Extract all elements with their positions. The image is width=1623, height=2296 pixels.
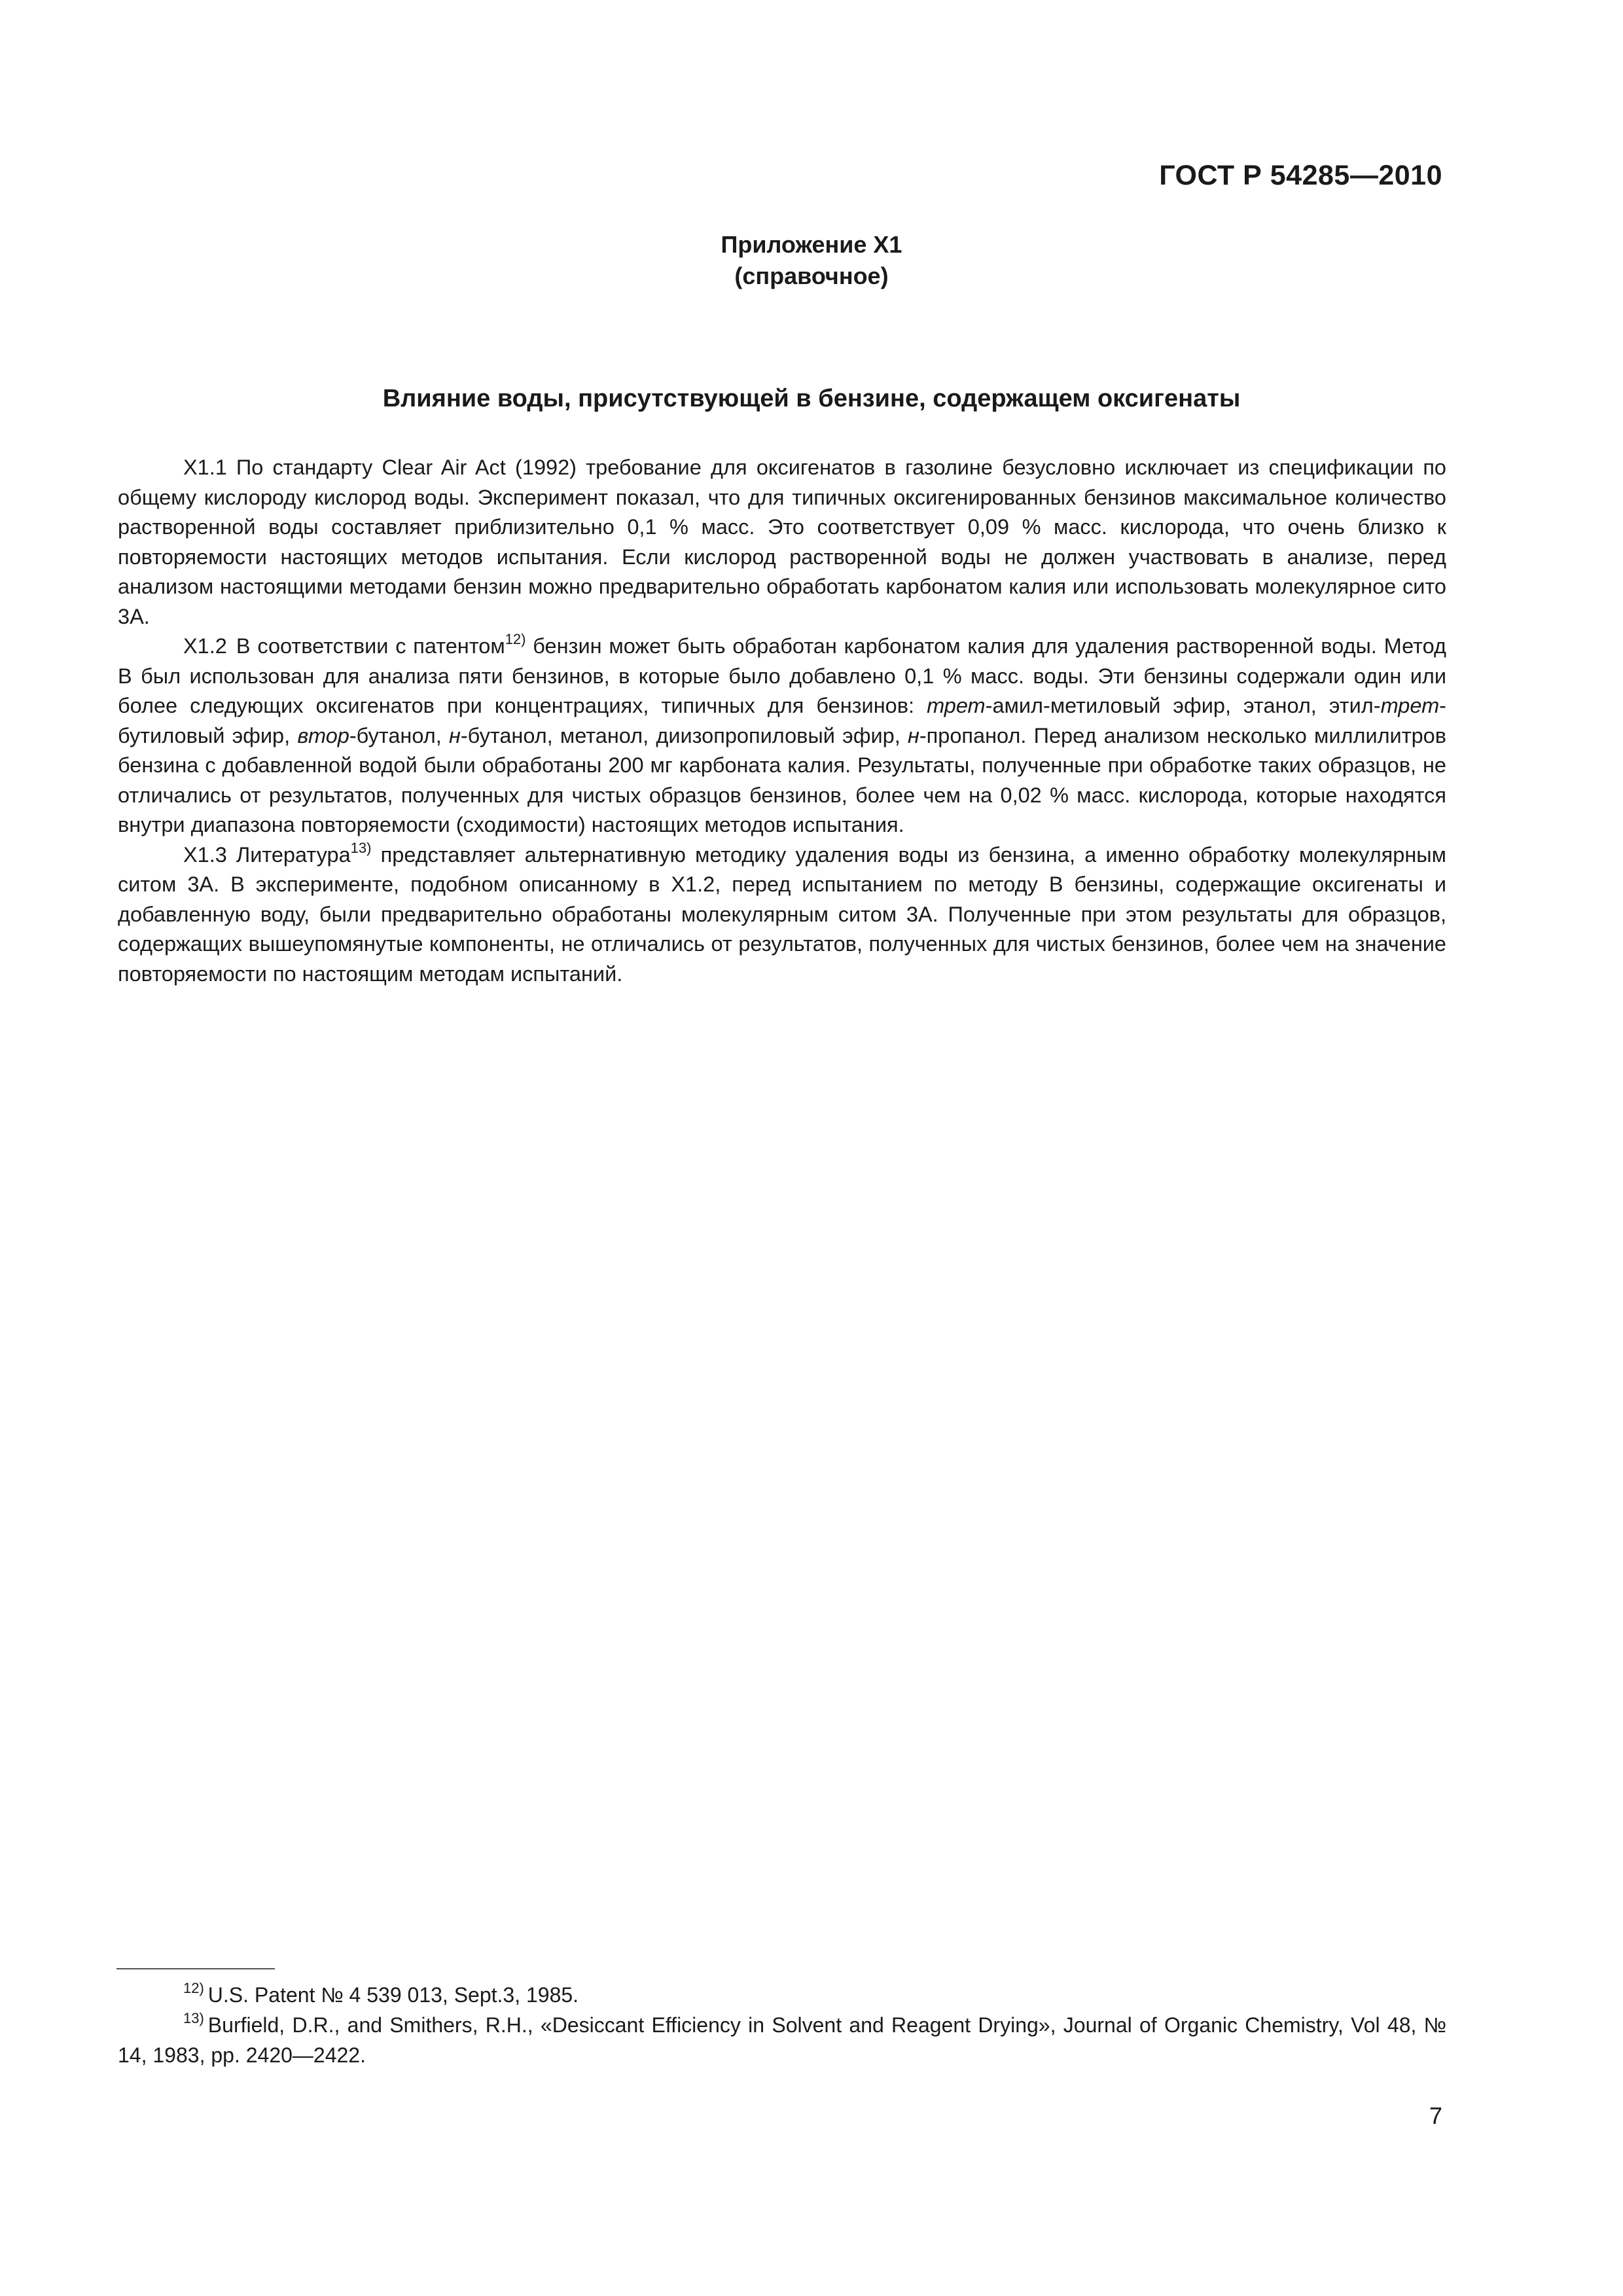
paragraph-text: -бутанол, метанол, диизопропиловый эфир, <box>460 723 908 747</box>
paragraph-text: -бутиловый эфир, <box>118 694 1446 747</box>
page-number: 7 <box>1429 2102 1442 2129</box>
paragraph-text: -пропанол. Перед анализом несколько миллилитров бензина с добавленной водой были обработаны 200 мг карбоната калия. Результаты, полученные при обработке таких образцов, не отличались от результатов, полученных для чистых образцов бензинов, более чем на 0,02 % масс. кислорода, которые находятся внутри диапазона повторяемости (сходимости) настоящих методов испытания. <box>118 723 1447 836</box>
appendix-subtitle: (справочное) <box>734 262 889 289</box>
paragraph-text: В соответствии с патентом <box>236 634 505 658</box>
italic-term: н <box>907 723 919 747</box>
footnote-divider <box>116 1968 275 1969</box>
footnote-13 <box>118 2010 1446 2070</box>
footnote-mark: 12) <box>183 1980 204 1996</box>
italic-term: н <box>448 723 461 747</box>
paragraph-number: Х1.2 <box>183 634 227 658</box>
footnote-mark: 13) <box>183 2010 204 2026</box>
document-code: ГОСТ Р 54285—2010 <box>1159 160 1442 191</box>
paragraph-text: По стандарту Clear Air Act (1992) требование для оксигенатов в газолине безусловно исключает из спецификации по общему кислороду кислород воды. Эксперимент показал, что для типичных оксигенированных бензинов максимальное количество растворенной воды составляет приблизительно 0,1 % масс. Это соответствует 0,09 % масс. кислорода, что очень близко к повторяемости настоящих методов испытания. Если кислород растворенной воды не должен участвовать в анализе, перед анализом настоящими методами бензин можно предварительно обработать карбонатом калия или использовать молекулярное сито 3А. <box>118 456 1446 628</box>
paragraph-text: -амил-метиловый эфир, этанол, этил- <box>985 694 1381 717</box>
footnote-ref-13: 13) <box>350 839 372 856</box>
paragraph-number: Х1.1 <box>183 456 227 479</box>
footnotes <box>118 1980 1446 2070</box>
paragraph-text: -бутанол, <box>349 723 449 747</box>
paragraph-x1-3 <box>118 840 1446 990</box>
paragraph-number: Х1.3 <box>183 842 227 867</box>
paragraph-x1-1 <box>118 453 1446 632</box>
footnote-12 <box>118 1980 1446 2010</box>
section-title: Влияние воды, присутствующей в бензине, содержащем оксигенаты <box>382 385 1241 412</box>
footnote-text: U.S. Patent № 4 539 013, Sept.3, 1985. <box>207 1983 579 2007</box>
italic-term: втор <box>297 723 349 747</box>
italic-term: трет <box>1380 694 1440 717</box>
appendix-title: Приложение Х1 <box>721 231 902 258</box>
paragraph-x1-2 <box>118 632 1446 840</box>
body-text <box>118 453 1446 989</box>
appendix-heading <box>0 229 1623 292</box>
italic-term: трет <box>927 694 986 717</box>
paragraph-text: представляет альтернативную методику удаления воды из бензина, а именно обработку молекулярным ситом 3А. В эксперименте, подобном описанному в Х1.2, перед испытанием по методу В бензины, содержащие оксигенаты и добавленную воду, были предварительно обработаны молекулярным ситом 3А. Полученные при этом результаты для образцов, содержащих вышеупомянутые компоненты, не отличались от результатов, полученных для чистых бензинов, более чем на значение повторяемости по настоящим методам испытаний. <box>118 842 1446 986</box>
paragraph-text: Литература <box>236 842 351 867</box>
footnote-ref-12: 12) <box>505 631 526 647</box>
paragraph-text: бензин может быть обработан карбонатом калия для удаления растворенной воды. Метод В был использован для анализа пяти бензинов, в которые было добавлено 0,1 % масс. воды. Эти бензины содержали один или более следующих оксигенатов при концентрациях, типичных для бензинов: <box>118 634 1446 717</box>
footnote-text: Burfield, D.R., and Smithers, R.H., «Desiccant Efficiency in Solvent and Reagent Drying», Journal of Organic Chemistry, Vol 48, № 14, 1983, pp. 2420—2422. <box>118 2013 1446 2067</box>
